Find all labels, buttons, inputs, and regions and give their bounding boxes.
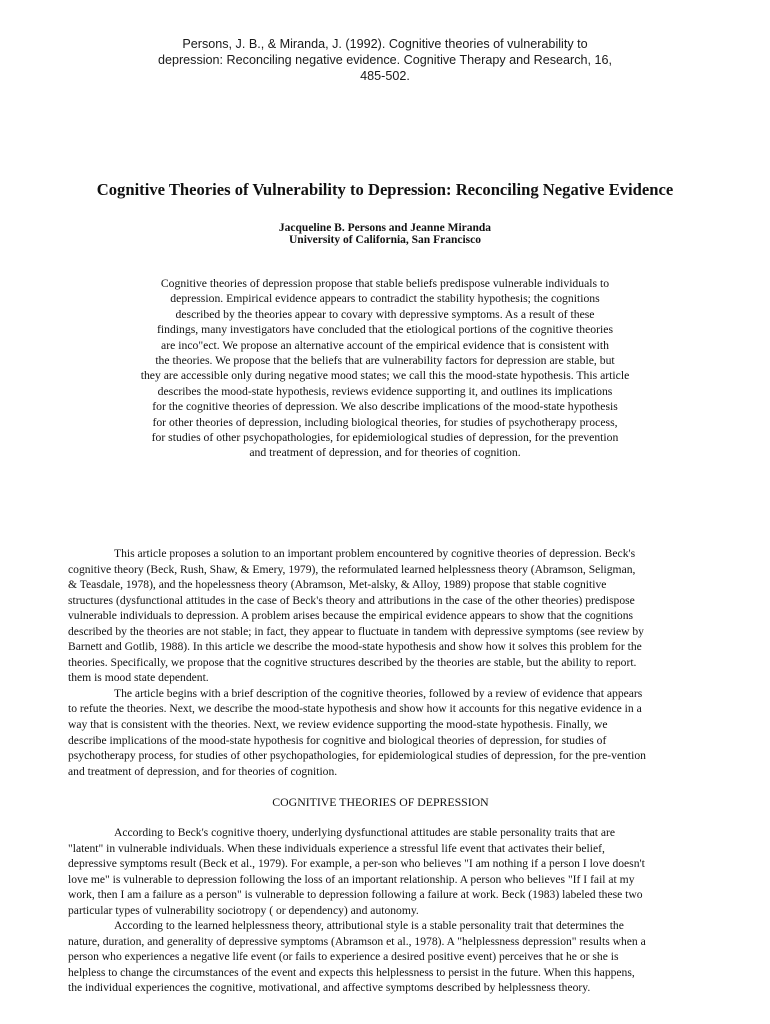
body-line: structures (dysfunctional attitudes in the case of Beck's theory and attributions in the case of the other theories) predispose (68, 593, 635, 607)
abstract-line: the theories. We propose that the beliefs that are vulnerability factors for depression are stable, but (155, 354, 615, 368)
abstract-line: they are accessible only during negative mood states; we call this the mood-state hypothesis. This article (140, 369, 630, 383)
abstract-line: and treatment of depression, and for theories of cognition. (249, 446, 521, 460)
citation (120, 36, 650, 84)
abstract-line: for the cognitive theories of depression. We also describe implications of the mood-state hypothesis (152, 400, 618, 414)
body-line: person who experiences a negative life event (or fails to experience a desired positive event) perceives that he or she is (68, 950, 619, 964)
body-line: work, then I am a failure as a person" is vulnerable to depression following a failure at work. Beck (1983) labeled these two (68, 888, 643, 902)
body-line: theories. Specifically, we propose that the cognitive structures described by the theories are stable, but the ability to report. (68, 655, 637, 669)
body-line: them is mood state dependent. (68, 671, 209, 685)
body-line: the individual experiences the cognitive, motivational, and affective symptoms described by helplessness theory. (68, 981, 591, 995)
body-line: particular types of vulnerability sociotropy ( or dependency) and autonomy. (68, 903, 419, 917)
body-line: way that is consistent with the theories. Next, we review evidence supporting the mood-state hypothesis. Finally, we (68, 718, 608, 732)
body-line: love me" is vulnerable to depression following the loss of an important relationship. A person who believes "If I fail at my (68, 872, 635, 886)
body-line: and treatment of depression, and for theories of cognition. (68, 764, 338, 778)
body-line: vulnerable individuals to depression. A problem arises because the empirical evidence appears to show that the cognitions (68, 609, 634, 623)
body-line: described by the theories are not stable; in fact, they appear to fluctuate in tandem with depressive symptoms (see review by (68, 624, 644, 638)
body-line: & Teasdale, 1978), and the hopelessness theory (Abramson, Met-alsky, & Alloy, 1989) propose that stable cognitive (68, 578, 607, 592)
intro-paragraphs (68, 546, 708, 779)
citation-line: 485-502. (360, 69, 410, 83)
body-line: The article begins with a brief description of the cognitive theories, followed by a review of evidence that appears (114, 686, 643, 700)
abstract-line: for other theories of depression, including biological theories, for studies of psychotherapy process, (152, 415, 618, 429)
body-line: helpless to change the circumstances of the event and expects this helplessness to persist in the future. When this happens, (68, 965, 635, 979)
body-line: describe implications of the mood-state hypothesis for cognitive and biological theories of depression, for studies of (68, 733, 607, 747)
body-line: "latent" in vulnerable individuals. When these individuals experience a stressful life event that activates their belief, (68, 841, 605, 855)
body-line: cognitive theory (Beck, Rush, Shaw, & Emery, 1979), the reformulated learned helplessness theory (Abramson, Seligman, (68, 562, 636, 576)
body-line: psychotherapy process, for studies of other psychopathologies, for epidemiological studies of depression, for the pre-vention (68, 749, 646, 763)
author-affiliation: University of California, San Francisco (289, 234, 481, 246)
body-line: According to Beck's cognitive thoery, underlying dysfunctional attitudes are stable personality traits that are (114, 826, 616, 839)
abstract-line: describes the mood-state hypothesis, reviews evidence supporting it, and outlines its implications (157, 384, 613, 398)
abstract-line: for studies of other psychopathologies, for epidemiological studies of depression, for the prevention (151, 431, 619, 445)
citation-line: Persons, J. B., & Miranda, J. (1992). Cognitive theories of vulnerability to (182, 37, 588, 51)
section-paragraphs (68, 825, 708, 996)
author-block (180, 222, 590, 246)
body-line: Barnett and Gotlib, 1988). In this article we describe the mood-state hypothesis and show how it solves this problem for the (68, 640, 642, 654)
abstract-line: are inco"ect. We propose an alternative account of the empirical evidence that is consistent with (161, 338, 609, 352)
body-line: According to the learned helplessness theory, attributional style is a stable personality trait that determines the (114, 919, 624, 933)
abstract-line: depression. Empirical evidence appears to contradict the stability hypothesis; the cognitions (170, 292, 600, 306)
abstract-line: findings, many investigators have concluded that the etiological portions of the cognitive theories (156, 323, 614, 337)
abstract-line: Cognitive theories of depression propose that stable beliefs predispose vulnerable individuals to (160, 277, 610, 290)
abstract-line: described by the theories appear to covary with depressive symptoms. As a result of these (175, 307, 595, 321)
body-line: This article proposes a solution to an important problem encountered by cognitive theories of depression. Beck's (114, 547, 636, 560)
author-names: Jacqueline B. Persons and Jeanne Miranda (278, 222, 492, 234)
paper-title: Cognitive Theories of Vulnerability to Depression: Reconciling Negative Evidence (96, 180, 674, 199)
body-line: nature, duration, and generality of depressive symptoms (Abramson et al., 1978). A "helplessness depression" results when a (68, 934, 646, 948)
citation-line: depression: Reconciling negative evidence. Cognitive Therapy and Research, 16, (157, 53, 613, 67)
section-heading: COGNITIVE THEORIES OF DEPRESSION (272, 795, 489, 809)
body-line: depressive symptoms result (Beck et al., 1979). For example, a per-son who believes "I am nothing if a person I love doesn't (68, 857, 645, 871)
body-line: to refute the theories. Next, we describe the mood-state hypothesis and show how it accounts for this negative evidence in a (68, 702, 642, 716)
abstract (110, 276, 660, 461)
